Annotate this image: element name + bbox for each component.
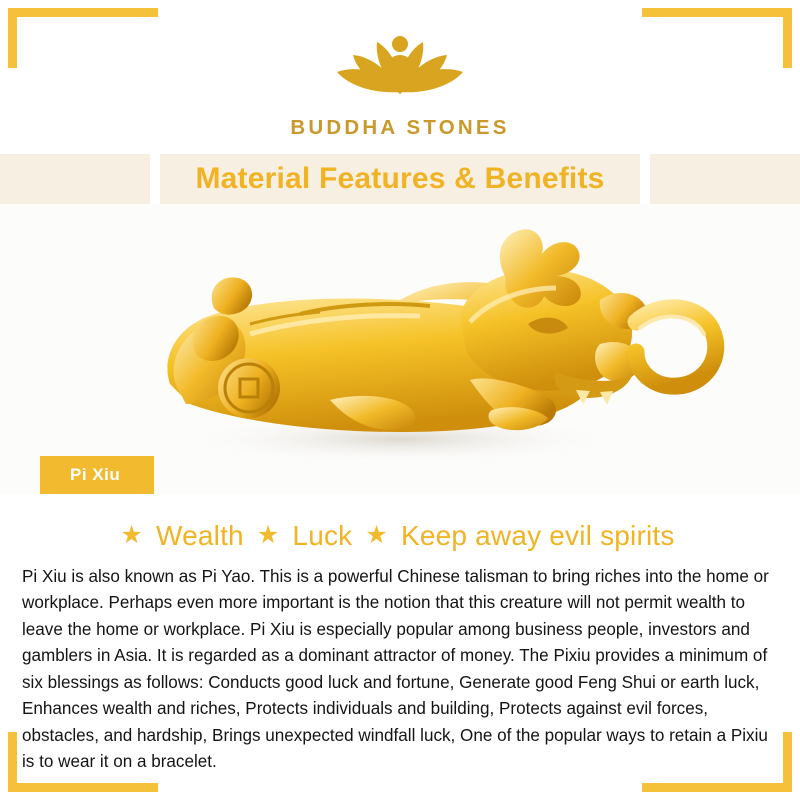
star-icon: ★	[120, 521, 143, 549]
star-icon: ★	[365, 521, 388, 549]
corner-frame-top-left	[8, 8, 158, 68]
corner-frame-bottom-left	[8, 732, 158, 792]
corner-frame-top-right	[642, 8, 792, 68]
gold-pixiu-pendant-illustration	[0, 204, 800, 494]
description-text: Pi Xiu is also known as Pi Yao. This is a powerful Chinese talisman to bring riches into the home or workplace. Perhaps even more important is the notion that this creature will not permit wealth to leave the home or workplace. Pi Xiu is especially popular among business people, investors and gamblers in Asia. It is regarded as a dominant attractor of money. The Pixiu provides a minimum of six blessings as follows: Conducts good luck and fortune, Generate good Feng Shui or earth luck, Enhances wealth and riches, Protects individuals and building, Protects against evil forces, obstacles, and hardship, Brings unexpected windfall luck, One of the popular ways to retain a Pixiu is to wear it on a bracelet.	[22, 567, 769, 772]
product-photo	[0, 204, 800, 494]
benefits-line	[0, 520, 800, 552]
page-title: Material Features & Benefits	[195, 162, 605, 195]
section-title-banner	[0, 154, 800, 204]
lotus-meditation-figure-icon	[315, 22, 485, 110]
brand-name: BUDDHA STONES	[290, 116, 510, 139]
benefit-wealth: Wealth	[155, 520, 244, 551]
star-icon: ★	[256, 521, 280, 549]
benefit-evil-spirits: Keep away evil spirits	[400, 520, 675, 551]
corner-frame-bottom-right	[642, 732, 792, 792]
product-caption: Pi Xiu	[40, 456, 154, 494]
benefit-luck: Luck	[292, 520, 353, 551]
